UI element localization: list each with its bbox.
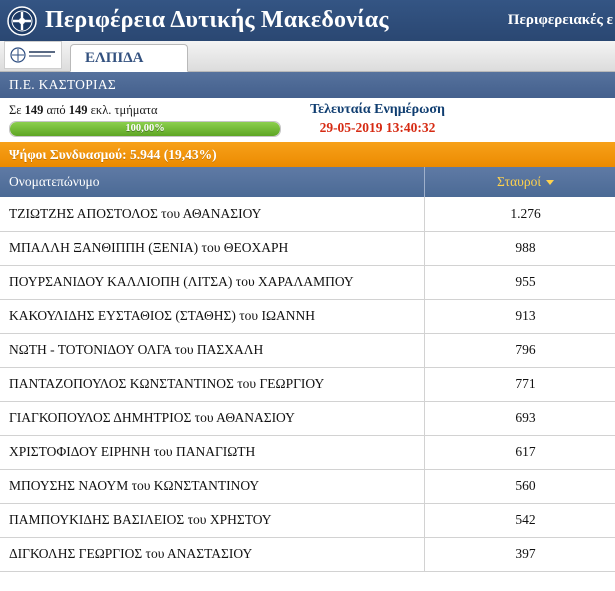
candidate-votes: 1.276: [425, 197, 615, 231]
counted-progress-label: 100,00%: [125, 123, 165, 134]
table-row[interactable]: [0, 299, 615, 333]
candidate-name: ΔΙΓΚΟΛΗΣ ΓΕΩΡΓΙΟΣ του ΑΝΑΣΤΑΣΙΟΥ: [0, 537, 425, 571]
candidate-votes: 560: [425, 469, 615, 503]
candidates-table-head: [0, 167, 615, 197]
candidate-name: ΜΠΑΛΛΗ ΞΑΝΘΙΠΠΗ (ΞΕΝΙΑ) του ΘΕΟΧΑΡΗ: [0, 231, 425, 265]
table-row[interactable]: [0, 265, 615, 299]
counted-prefix: Σε: [9, 103, 25, 117]
candidate-votes: 771: [425, 367, 615, 401]
candidate-name: ΠΑΜΠΟΥΚΙΔΗΣ ΒΑΣΙΛΕΙΟΣ του ΧΡΗΣΤΟΥ: [0, 503, 425, 537]
counted-suffix: εκλ. τμήματα: [87, 103, 158, 117]
region-label: Π.Ε. ΚΑΣΤΟΡΙΑΣ: [9, 77, 117, 92]
counted-value: 149: [24, 103, 44, 117]
table-row[interactable]: [0, 537, 615, 571]
table-row[interactable]: [0, 503, 615, 537]
candidates-table: [0, 167, 615, 572]
last-update-time: 29-05-2019 13:40:32: [319, 120, 436, 135]
candidate-name: ΧΡΙΣΤΟΦΙΔΟΥ ΕΙΡΗΝΗ του ΠΑΝΑΓΙΩΤΗ: [0, 435, 425, 469]
greek-region-emblem-icon: [7, 6, 37, 36]
candidate-votes: 988: [425, 231, 615, 265]
page-title: Περιφέρεια Δυτικής Μακεδονίας: [45, 7, 389, 33]
candidate-name: ΝΩΤΗ - ΤΟΤΟΝΙΔΟΥ ΟΛΓΑ του ΠΑΣΧΑΛΗ: [0, 333, 425, 367]
candidate-votes: 397: [425, 537, 615, 571]
candidate-name: ΠΑΝΤΑΖΟΠΟΥΛΟΣ ΚΩΝΣΤΑΝΤΙΝΟΣ του ΓΕΩΡΓΙΟΥ: [0, 367, 425, 401]
tab-elpida-label: ΕΛΠΙΔΑ: [85, 49, 144, 66]
tab-bar: [0, 41, 615, 72]
party-votes-summary: [0, 142, 615, 167]
table-row[interactable]: [0, 197, 615, 231]
candidate-name: ΠΟΥΡΣΑΝΙΔΟΥ ΚΑΛΛΙΟΠΗ (ΛΙΤΣΑ) του ΧΑΡΑΛΑΜΠΟΥ: [0, 265, 425, 299]
tab-elpida[interactable]: [70, 44, 188, 72]
candidate-votes: 796: [425, 333, 615, 367]
candidate-name: ΜΠΟΥΣΗΣ ΝΑΟΥΜ του ΚΩΝΣΤΑΝΤΙΝΟΥ: [0, 469, 425, 503]
candidate-votes: 542: [425, 503, 615, 537]
table-row[interactable]: [0, 469, 615, 503]
candidate-name: ΚΑΚΟΥΛΙΔΗΣ ΕΥΣΤΑΘΙΟΣ (ΣΤΑΘΗΣ) του ΙΩΑΝΝΗ: [0, 299, 425, 333]
column-header-votes-label: Σταυροί: [497, 174, 541, 189]
candidate-votes: 913: [425, 299, 615, 333]
party-votes-summary-label: Ψήφοι Συνδυασμού: 5.944 (19,43%): [9, 146, 217, 162]
app-header: [0, 0, 615, 41]
counted-sections: [0, 98, 290, 137]
table-header-row: [0, 167, 615, 197]
info-strip: [0, 98, 615, 142]
last-update: [290, 98, 615, 136]
candidates-table-body: [0, 197, 615, 571]
region-bar: [0, 72, 615, 98]
table-row[interactable]: [0, 231, 615, 265]
table-row[interactable]: [0, 401, 615, 435]
last-update-title: Τελευταία Ενημέρωση: [310, 102, 445, 117]
candidate-name: ΓΙΑΓΚΟΠΟΥΛΟΣ ΔΗΜΗΤΡΙΟΣ του ΑΘΑΝΑΣΙΟΥ: [0, 401, 425, 435]
candidate-votes: 955: [425, 265, 615, 299]
column-header-name[interactable]: Ονοματεπώνυμο: [0, 167, 425, 197]
counted-sections-text: [9, 103, 290, 118]
table-row[interactable]: [0, 333, 615, 367]
candidate-name: ΤΖΙΩΤΖΗΣ ΑΠΟΣΤΟΛΟΣ του ΑΘΑΝΑΣΙΟΥ: [0, 197, 425, 231]
ministry-logo: [4, 41, 62, 69]
counted-total: 149: [68, 103, 88, 117]
candidate-votes: 693: [425, 401, 615, 435]
header-subtitle: Περιφερειακές ε: [507, 12, 613, 28]
table-row[interactable]: [0, 367, 615, 401]
column-header-votes[interactable]: [425, 167, 615, 197]
table-row[interactable]: [0, 435, 615, 469]
candidate-votes: 617: [425, 435, 615, 469]
counted-progress-bar: [9, 121, 281, 137]
counted-mid: από: [43, 103, 69, 117]
chevron-down-icon: [546, 180, 554, 185]
